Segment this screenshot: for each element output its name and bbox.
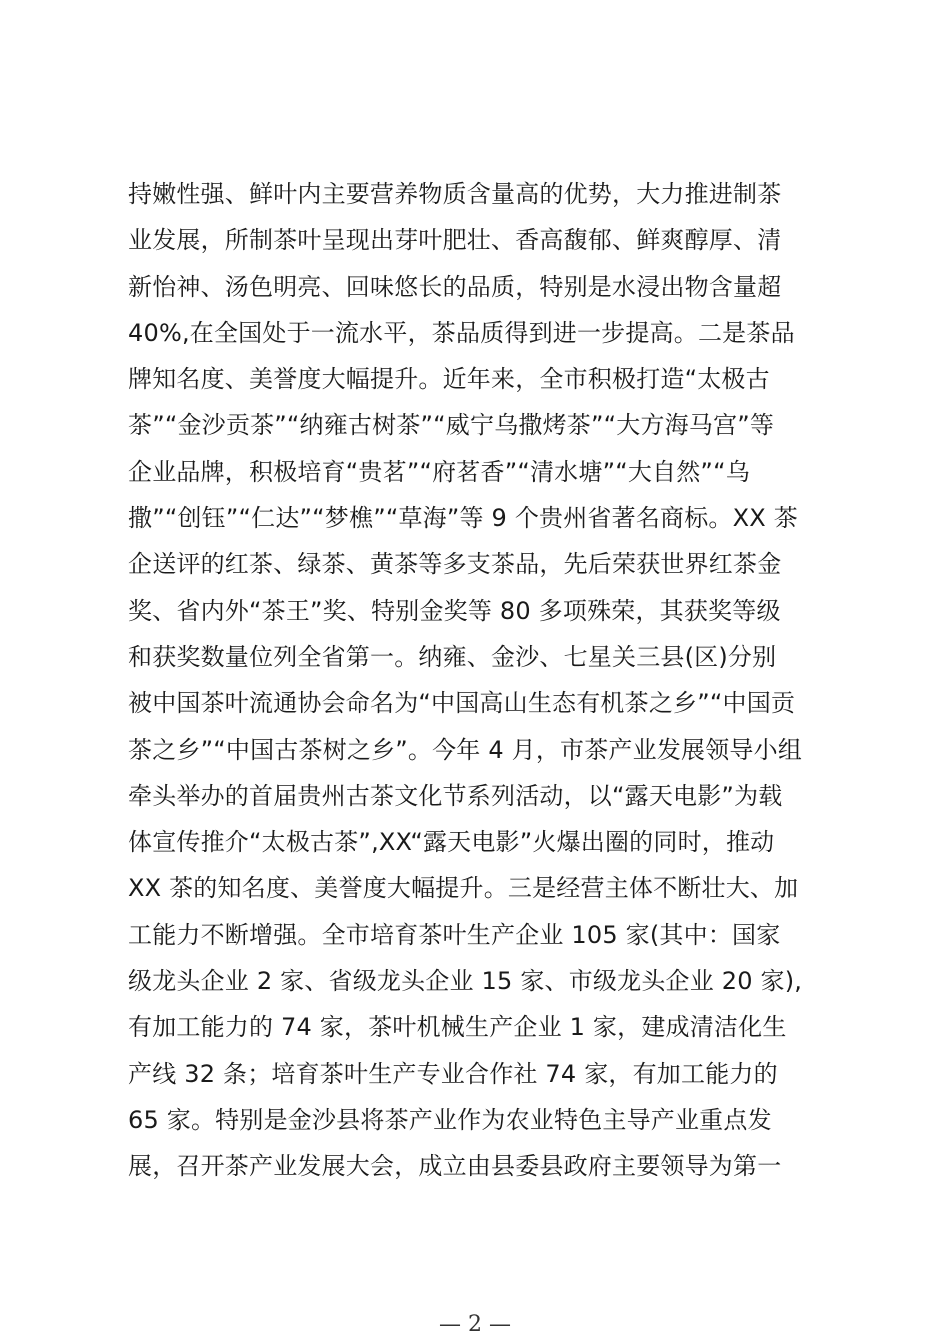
- body-paragraph: [128, 171, 848, 1190]
- text-line: 茶”“金沙贡茶”“纳雍古树茶”“威宁乌撒烤茶”“大方海马宫”等: [128, 411, 775, 440]
- text-line: 牵头举办的首届贵州古茶文化节系列活动，以“露天电影”为载: [128, 781, 783, 810]
- text-line: 和获奖数量位列全省第一。纳雍、金沙、七星关三县(区)分别: [128, 642, 777, 671]
- text-line: 被中国茶叶流通协会命名为“中国高山生态有机茶之乡”“中国贡: [128, 689, 796, 718]
- text-line: 持嫩性强、鲜叶内主要营养物质含量高的优势，大力推进制茶: [128, 180, 782, 208]
- text-line: 新怡神、汤色明亮、回味悠长的品质，特别是水浸出物含量超: [128, 272, 782, 301]
- text-line: 奖、省内外“茶王”奖、特别金奖等 80 多项殊荣，其获奖等级: [128, 596, 781, 625]
- text-line: 体宣传推介“太极古茶”,XX“露天电影”火爆出圈的同时，推动: [128, 828, 775, 857]
- text-line: XX 茶的知名度、美誉度大幅提升。三是经营主体不断壮大、加: [128, 874, 799, 903]
- text-line: 业发展，所制茶叶呈现出芽叶肥壮、香高馥郁、鲜爽醇厚、清: [128, 226, 782, 255]
- text-line: 产线 32 条；培育茶叶生产专业合作社 74 家，有加工能力的: [128, 1059, 778, 1088]
- text-line: 撒”“创钰”“仁达”“梦樵”“草海”等 9 个贵州省著名商标。XX 茶: [128, 504, 798, 533]
- text-line: 展，召开茶产业发展大会，成立由县委县政府主要领导为第一: [128, 1152, 782, 1181]
- text-line: 茶之乡”“中国古茶树之乡”。今年 4 月，市茶产业发展领导小组: [128, 735, 803, 764]
- text-line: 有加工能力的 74 家，茶叶机械生产企业 1 家，建成清洁化生: [128, 1013, 787, 1042]
- page-number: — 2 —: [439, 1312, 511, 1337]
- text-line: 65 家。特别是金沙县将茶产业作为农业特色主导产业重点发: [128, 1105, 772, 1134]
- text-line: 级龙头企业 2 家、省级龙头企业 15 家、市级龙头企业 20 家),: [128, 967, 803, 996]
- text-line: 40%,在全国处于一流水平，茶品质得到进一步提高。二是茶品: [128, 318, 795, 347]
- text-line: 企业品牌，积极培育“贵茗”“府茗香”“清水塘”“大自然”“乌: [128, 457, 750, 486]
- text-line: 牌知名度、美誉度大幅提升。近年来，全市积极打造“太极古: [128, 365, 770, 394]
- text-line: 工能力不断增强。全市培育茶叶生产企业 105 家(其中：国家: [128, 920, 781, 949]
- text-line: 企送评的红茶、绿茶、黄茶等多支茶品，先后荣获世界红茶金: [128, 550, 782, 579]
